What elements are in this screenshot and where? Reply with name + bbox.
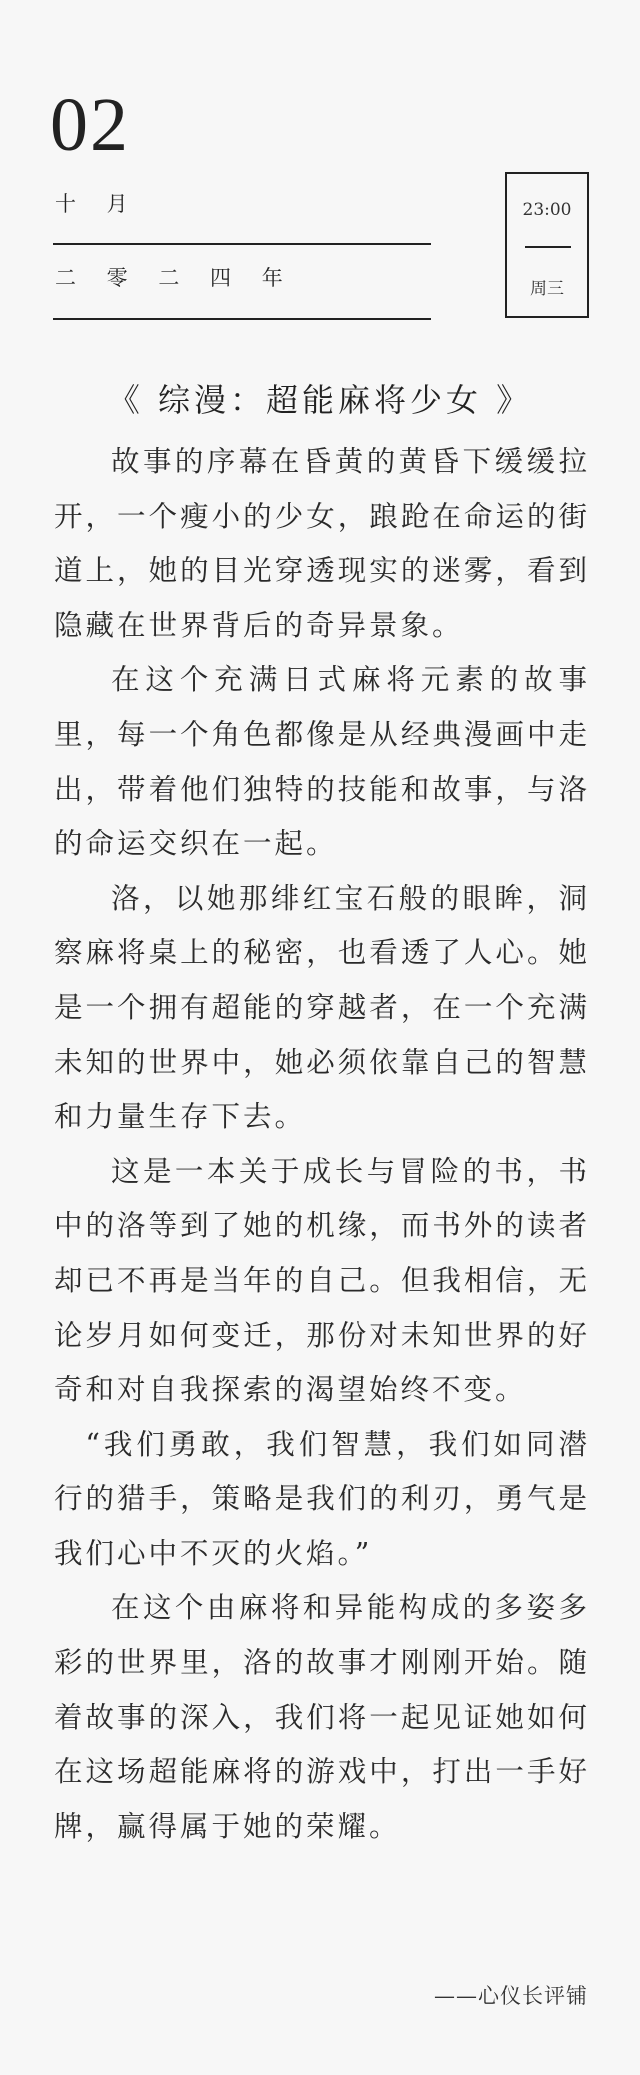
year-underline <box>53 318 431 320</box>
month-label: 十 月 <box>55 192 140 216</box>
review-body <box>54 435 590 1854</box>
month-underline <box>53 243 431 245</box>
signature: ——心仪长评铺 <box>434 1984 588 2008</box>
time-divider <box>525 246 571 248</box>
paragraph: 在这个充满日式麻将元素的故事里，每一个角色都像是从经典漫画中走出，带着他们独特的技能和故事，与洛的命运交织在一起。 <box>54 663 590 861</box>
time-box <box>505 172 589 318</box>
year-label: 二 零 二 四 年 <box>55 266 295 290</box>
paragraph: 这是一本关于成长与冒险的书，书中的洛等到了她的机缘，而书外的读者却已不再是当年的自己。但我相信，无论岁月如何变迁，那份对未知世界的好奇和对自我探索的渴望始终不变。 <box>54 1154 590 1407</box>
weekday-label: 周三 <box>530 279 564 299</box>
paragraph-quote: “我们勇敢，我们智慧，我们如同潜行的猎手，策略是我们的利刃，勇气是我们心中不灭的火焰。” <box>54 1427 590 1570</box>
book-title: 《 综漫：超能麻将少女 》 <box>107 381 533 419</box>
paragraph: 故事的序幕在昏黄的黄昏下缓缓拉开，一个瘦小的少女，踉跄在命运的街道上，她的目光穿透现实的迷雾，看到隐藏在世界背后的奇异景象。 <box>54 445 590 642</box>
paragraph: 在这个由麻将和异能构成的多姿多彩的世界里，洛的故事才刚刚开始。随着故事的深入，我们将一起见证她如何在这场超能麻将的游戏中，打出一手好牌，赢得属于她的荣耀。 <box>54 1591 590 1843</box>
day-number: 02 <box>50 83 130 167</box>
paragraph: 洛，以她那绯红宝石般的眼眸，洞察麻将桌上的秘密，也看透了人心。她是一个拥有超能的穿越者，在一个充满未知的世界中，她必须依靠自己的智慧和力量生存下去。 <box>54 881 590 1134</box>
time-label: 23:00 <box>522 200 572 220</box>
